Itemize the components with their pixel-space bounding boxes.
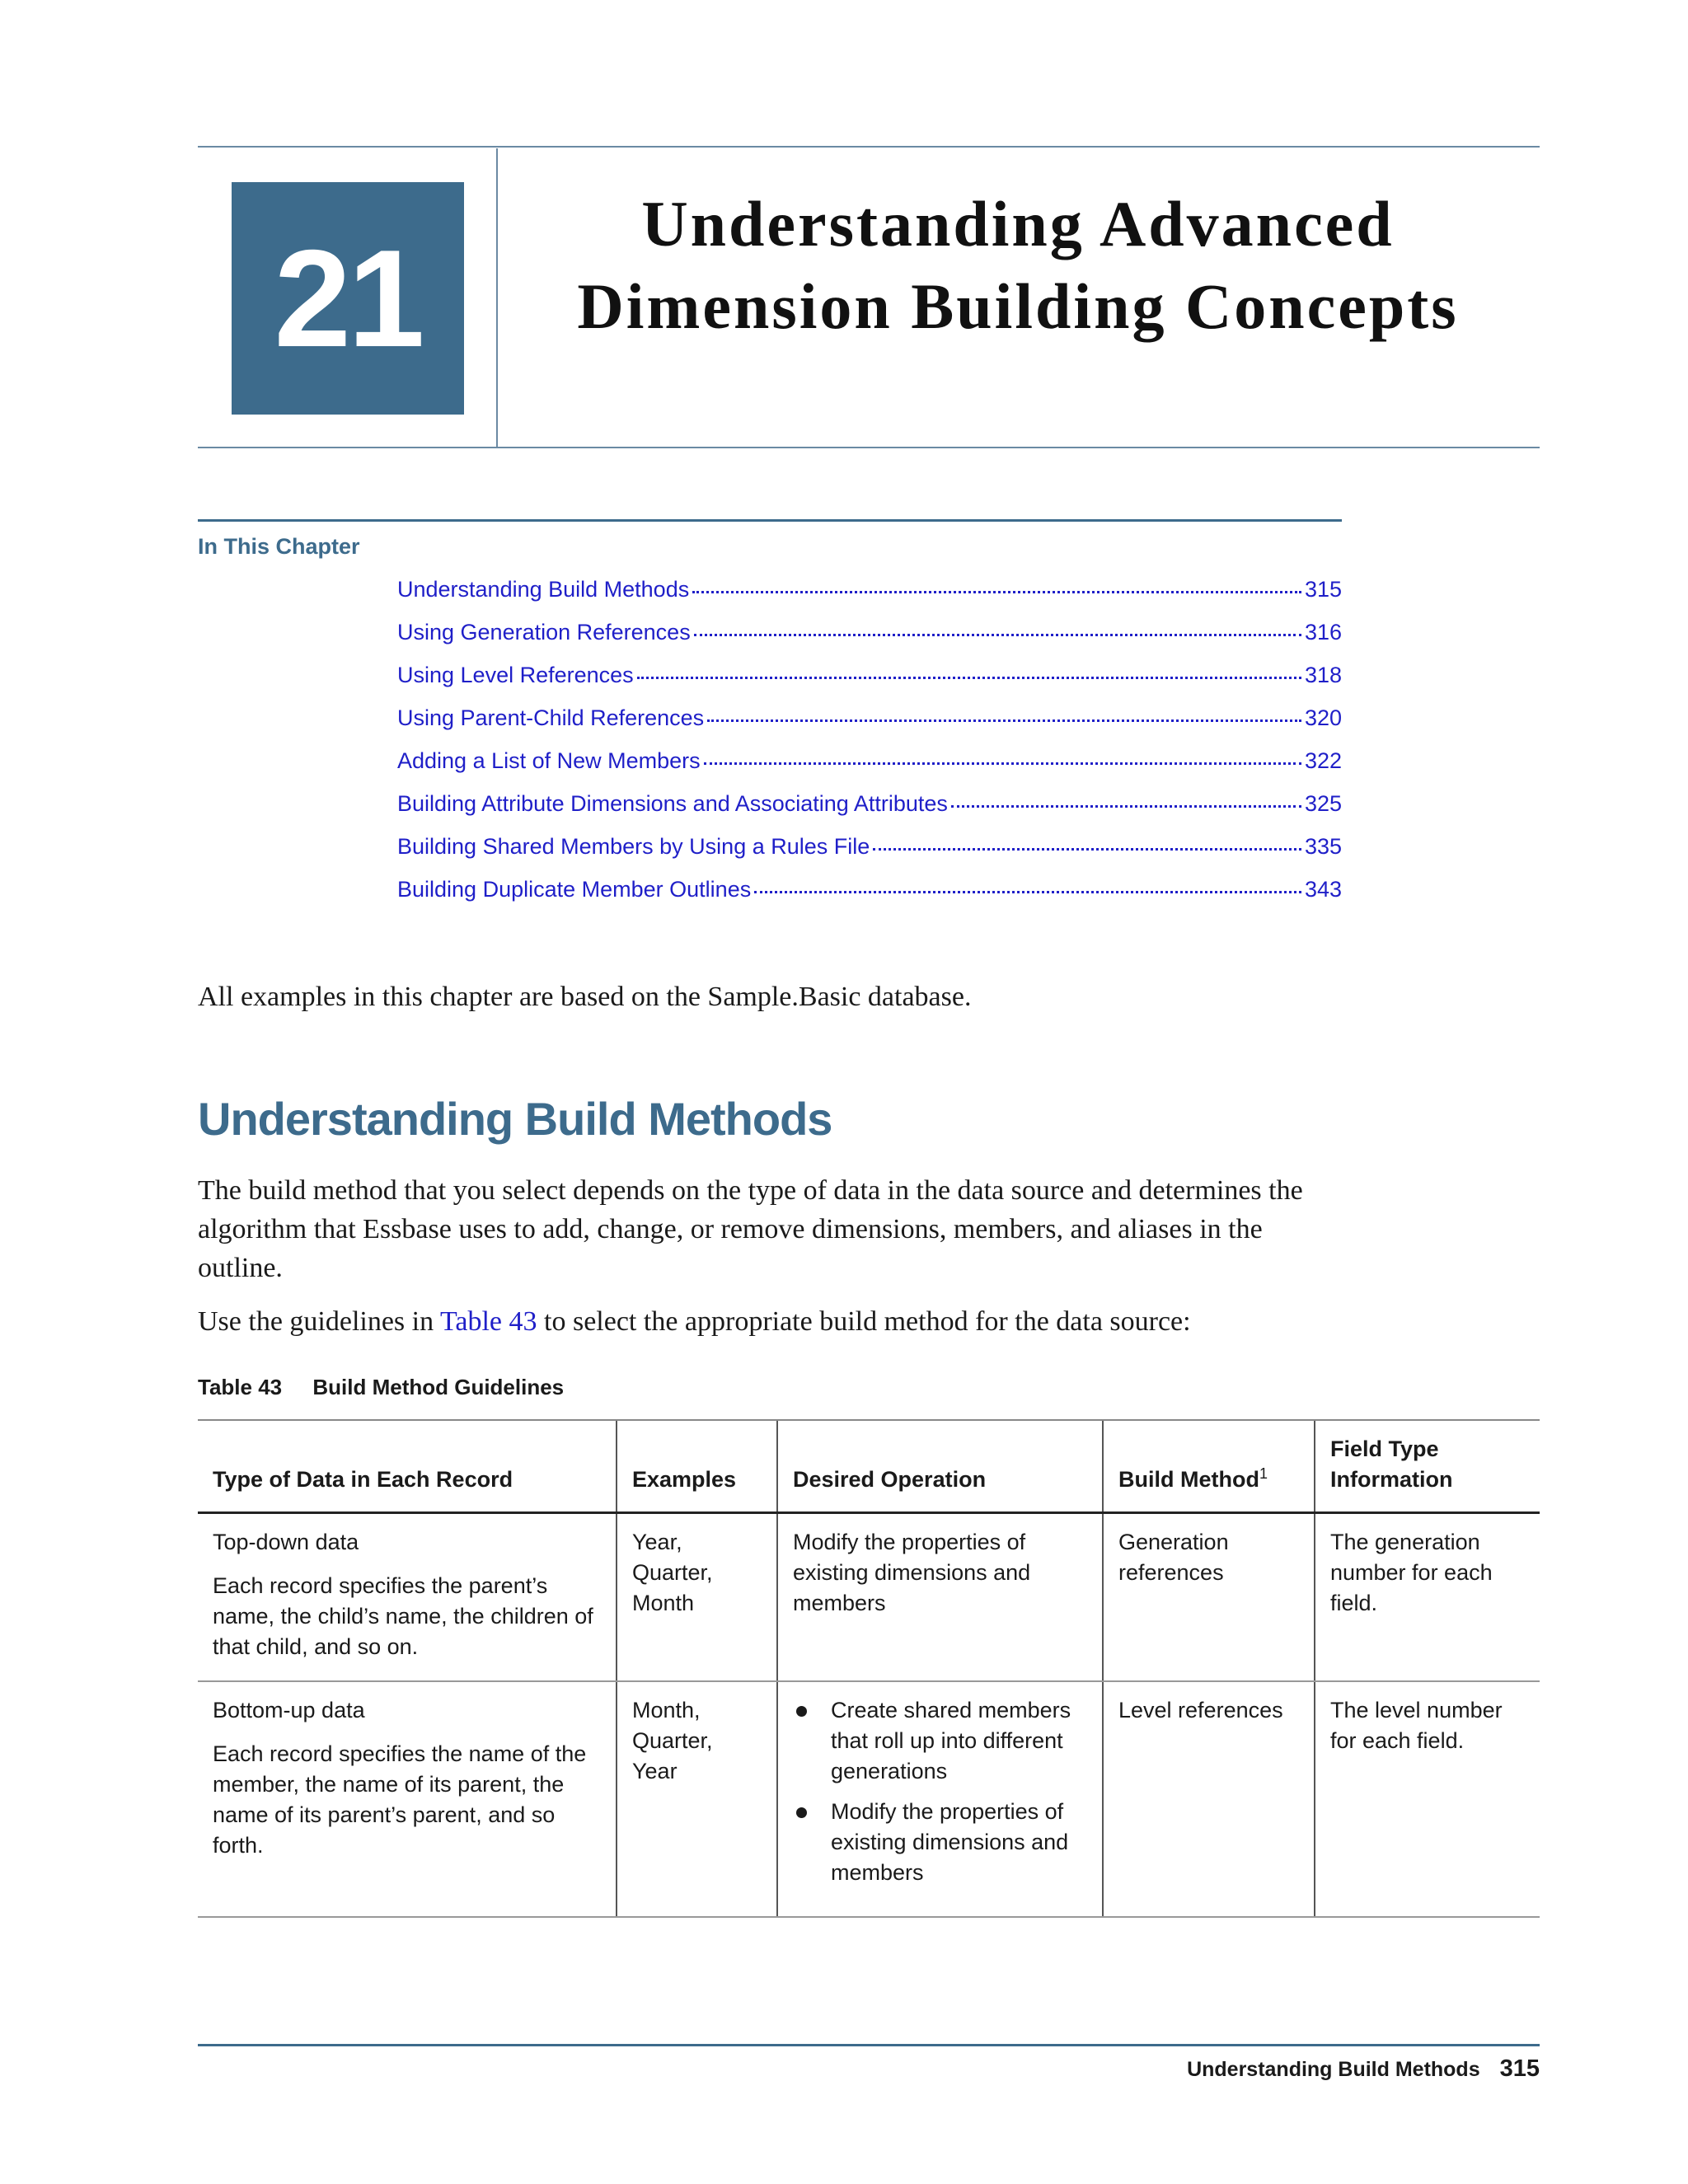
cell-method: Level references xyxy=(1103,1681,1315,1917)
header-operation: Desired Operation xyxy=(777,1420,1103,1513)
header-method-label: Build Method xyxy=(1118,1467,1259,1492)
toc-item-label[interactable]: Understanding Build Methods xyxy=(397,577,690,602)
page-footer xyxy=(1187,2055,1540,2083)
footer-rule xyxy=(198,2044,1540,2046)
toc-item-page[interactable]: 315 xyxy=(1304,577,1342,602)
chapter-title xyxy=(528,183,1508,348)
guidelines-text-after: to select the appropriate build method for the data source: xyxy=(537,1306,1191,1337)
section-title: Understanding Build Methods xyxy=(198,1093,832,1145)
cell-method: Generation references xyxy=(1103,1513,1315,1682)
operation-bullet-text: Modify the properties of existing dimensions and members xyxy=(831,1799,1069,1885)
operation-bullet-list xyxy=(793,1695,1087,1888)
toc-leader xyxy=(951,805,1301,808)
table-caption-number: Table 43 xyxy=(198,1375,283,1399)
toc-rule xyxy=(198,519,1342,522)
toc-item[interactable] xyxy=(397,620,1342,663)
toc-leader xyxy=(704,762,1301,765)
toc-heading: In This Chapter xyxy=(198,534,360,559)
header-top-rule xyxy=(198,146,1540,148)
toc-item-label[interactable]: Building Shared Members by Using a Rules File xyxy=(397,834,870,859)
cell-operation: Modify the properties of existing dimensions and members xyxy=(777,1513,1103,1682)
toc-leader xyxy=(707,719,1301,722)
toc-item-page[interactable]: 318 xyxy=(1304,663,1342,687)
toc-item-label[interactable]: Using Generation References xyxy=(397,620,691,644)
chapter-title-line1: Understanding Advanced xyxy=(641,188,1395,260)
table-caption xyxy=(198,1375,564,1400)
toc-item-label[interactable]: Using Level References xyxy=(397,663,634,687)
toc-item[interactable] xyxy=(397,577,1342,620)
header-field-line2: Information xyxy=(1330,1467,1453,1492)
table-caption-title: Build Method Guidelines xyxy=(312,1375,565,1399)
guidelines-paragraph xyxy=(198,1302,1352,1341)
header-divider xyxy=(496,148,498,448)
header-bottom-rule xyxy=(198,447,1540,448)
toc-item[interactable] xyxy=(397,663,1342,705)
toc-leader xyxy=(694,634,1301,636)
cell-type xyxy=(198,1681,617,1917)
cell-type-title: Bottom-up data xyxy=(213,1698,365,1722)
operation-bullet xyxy=(793,1797,1087,1888)
toc-item-label[interactable]: Using Parent-Child References xyxy=(397,705,705,730)
chapter-number-badge xyxy=(232,182,464,415)
toc-item[interactable] xyxy=(397,877,1342,920)
page-number: 315 xyxy=(1499,2055,1540,2082)
toc-list xyxy=(397,577,1342,920)
toc-item[interactable] xyxy=(397,834,1342,877)
toc-item-page[interactable]: 335 xyxy=(1304,834,1342,859)
toc-item[interactable] xyxy=(397,791,1342,834)
intro-paragraph: All examples in this chapter are based on the Sample.Basic database. xyxy=(198,982,972,1012)
toc-item[interactable] xyxy=(397,705,1342,748)
cell-examples: Month, Quarter, Year xyxy=(617,1681,777,1917)
header-field-line1: Field Type xyxy=(1330,1436,1439,1461)
cell-type-desc: Each record specifies the name of the member, the name of its parent, the name of its parent’s parent, and so forth. xyxy=(213,1741,587,1858)
toc-item-page[interactable]: 325 xyxy=(1304,791,1342,816)
build-method-table xyxy=(198,1419,1540,1918)
toc-item-page[interactable]: 316 xyxy=(1304,620,1342,644)
toc-leader xyxy=(637,677,1301,679)
table-header-row xyxy=(198,1420,1540,1513)
toc-item-page[interactable]: 320 xyxy=(1304,705,1342,730)
toc-item-page[interactable]: 322 xyxy=(1304,748,1342,773)
header-field-type xyxy=(1315,1420,1540,1513)
footnote-marker: 1 xyxy=(1259,1465,1268,1482)
toc-leader xyxy=(873,848,1301,851)
chapter-number: 21 xyxy=(274,220,422,376)
cell-field: The level number for each field. xyxy=(1315,1681,1540,1917)
cell-type xyxy=(198,1513,617,1682)
cell-operation xyxy=(777,1681,1103,1917)
header-type: Type of Data in Each Record xyxy=(198,1420,617,1513)
table-row xyxy=(198,1513,1540,1682)
cell-examples: Year, Quarter, Month xyxy=(617,1513,777,1682)
header-method xyxy=(1103,1420,1315,1513)
cell-type-desc: Each record specifies the parent’s name, the child’s name, the children of that child, and so on. xyxy=(213,1573,593,1659)
bullet-icon xyxy=(796,1807,807,1818)
chapter-title-line2: Dimension Building Concepts xyxy=(577,270,1459,342)
cell-field: The generation number for each field. xyxy=(1315,1513,1540,1682)
footer-section: Understanding Build Methods xyxy=(1187,2058,1480,2081)
toc-leader xyxy=(754,891,1301,893)
header-examples: Examples xyxy=(617,1420,777,1513)
toc-item-label[interactable]: Adding a List of New Members xyxy=(397,748,701,773)
toc-leader xyxy=(692,591,1301,593)
guidelines-text-before: Use the guidelines in xyxy=(198,1306,440,1337)
cell-type-title: Top-down data xyxy=(213,1530,359,1554)
toc-item[interactable] xyxy=(397,748,1342,791)
toc-item-label[interactable]: Building Duplicate Member Outlines xyxy=(397,877,752,902)
table-43-link[interactable]: Table 43 xyxy=(440,1306,537,1337)
bullet-icon xyxy=(796,1706,807,1717)
operation-bullet-text: Create shared members that roll up into different generations xyxy=(831,1698,1071,1783)
toc-item-label[interactable]: Building Attribute Dimensions and Associating Attributes xyxy=(397,791,948,816)
section-paragraph: The build method that you select depends on the type of data in the data source and determines the algorithm that Essbase uses to add, change, or remove dimensions, members, and aliases in the outline. xyxy=(198,1175,1303,1283)
table-row xyxy=(198,1681,1540,1917)
operation-bullet xyxy=(793,1695,1087,1787)
toc-item-page[interactable]: 343 xyxy=(1304,877,1342,902)
